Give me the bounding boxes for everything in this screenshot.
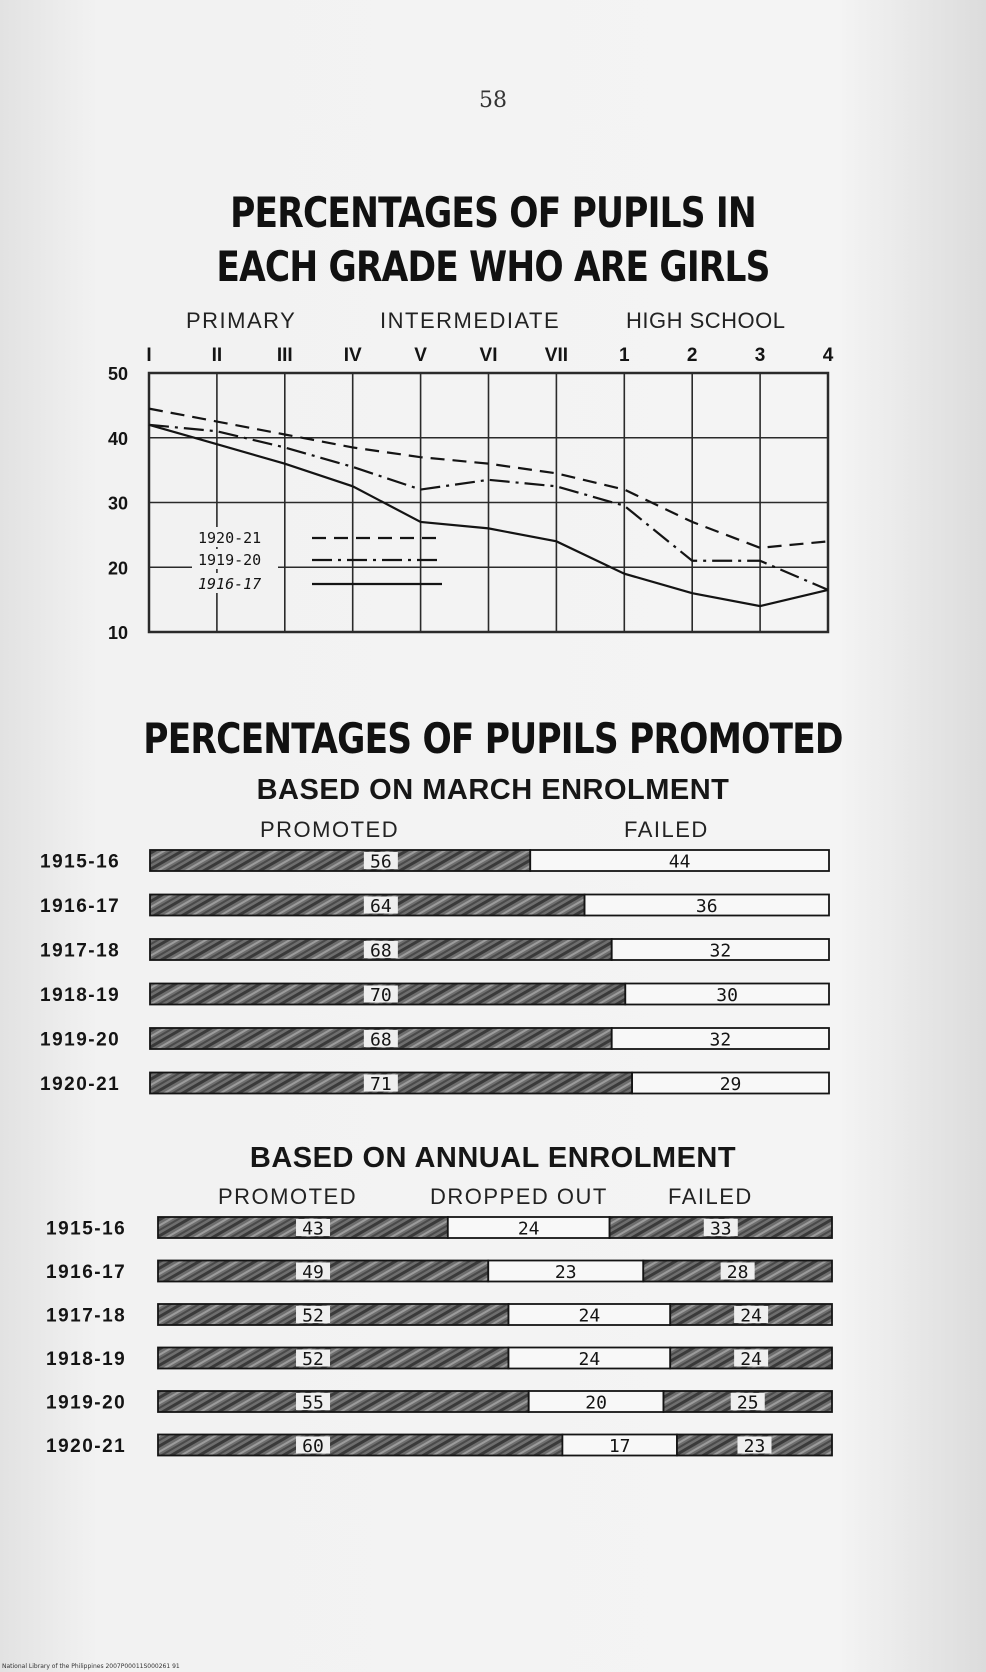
march-failed-header: FAILED xyxy=(624,817,709,842)
bar-value-label: 32 xyxy=(709,940,732,962)
row-label: 1918-19 xyxy=(40,985,121,1006)
chart2-title: PERCENTAGES OF PUPILS PROMOTED xyxy=(143,714,843,763)
bar-value-label: 56 xyxy=(370,851,392,873)
row-label: 1915-16 xyxy=(40,851,121,873)
row-label: 1916-17 xyxy=(46,1262,127,1283)
bar-value-label: 49 xyxy=(302,1262,324,1283)
chart1-title-text: PERCENTAGES OF PUPILS IN EACH GRADE WHO ARE GIRLS xyxy=(216,188,770,291)
bar-value-label: 64 xyxy=(370,896,392,917)
bar-value-label: 17 xyxy=(608,1436,631,1457)
legend-label: 1916-17 xyxy=(198,575,262,593)
bar-segment-promoted xyxy=(158,1348,508,1369)
y-tick-label: 10 xyxy=(107,623,128,643)
annual-dropped-header: DROPPED OUT xyxy=(430,1184,608,1209)
x-tick-label: II xyxy=(211,345,223,366)
bar-value-label: 43 xyxy=(302,1218,324,1240)
chart2-subtitle: BASED ON MARCH ENROLMENT xyxy=(256,774,730,806)
x-tick-label: I xyxy=(146,345,152,366)
bar-value-label: 24 xyxy=(740,1305,762,1327)
row-label: 1919-20 xyxy=(40,1029,121,1051)
bar-value-label: 29 xyxy=(719,1074,742,1095)
page-number: 58 xyxy=(479,88,507,113)
bar-value-label: 20 xyxy=(585,1392,607,1414)
bar-value-label: 23 xyxy=(554,1262,577,1283)
bar-value-label: 24 xyxy=(740,1349,762,1370)
x-tick-label: 3 xyxy=(754,345,766,366)
bar-segment-promoted xyxy=(158,1391,529,1412)
row-label: 1920-21 xyxy=(40,1074,121,1095)
row-label: 1917-18 xyxy=(40,940,121,962)
footer-credit: National Library of the Philippines 2007P00011S000261 91 xyxy=(2,1663,180,1670)
march-promoted-header: PROMOTED xyxy=(260,817,400,842)
line-chart xyxy=(108,345,834,643)
bar-value-label: 71 xyxy=(370,1074,392,1095)
x-tick-label: VII xyxy=(544,345,569,366)
x-tick-label: 2 xyxy=(686,345,698,366)
bar-value-label: 23 xyxy=(743,1436,766,1457)
bar-value-label: 33 xyxy=(709,1218,732,1240)
bar-value-label: 36 xyxy=(695,896,718,917)
bar-value-label: 52 xyxy=(302,1349,324,1370)
bar-value-label: 30 xyxy=(716,985,738,1006)
x-tick-label: VI xyxy=(479,345,498,366)
bar-value-label: 24 xyxy=(517,1218,540,1240)
bar-value-label: 60 xyxy=(302,1436,324,1457)
row-label: 1918-19 xyxy=(46,1349,127,1370)
group-label-primary: PRIMARY xyxy=(186,308,297,333)
row-label: 1920-21 xyxy=(46,1436,127,1457)
y-tick-label: 30 xyxy=(107,493,128,514)
x-tick-label: 1 xyxy=(619,345,630,366)
y-tick-label: 40 xyxy=(107,428,128,449)
group-label-high-school: HIGH SCHOOL xyxy=(626,308,786,333)
bar-value-label: 25 xyxy=(736,1392,759,1414)
bar-value-label: 24 xyxy=(578,1349,601,1370)
x-tick-label: 4 xyxy=(822,345,834,366)
bar-value-label: 44 xyxy=(668,851,691,873)
bar-value-label: 52 xyxy=(302,1305,324,1327)
bar-value-label: 32 xyxy=(709,1029,732,1051)
bar-value-label: 68 xyxy=(370,1029,392,1051)
annual-bar-chart xyxy=(46,1217,832,1457)
chart3-subtitle: BASED ON ANNUAL ENROLMENT xyxy=(249,1142,737,1174)
bar-value-label: 28 xyxy=(726,1262,749,1283)
group-label-intermediate: INTERMEDIATE xyxy=(380,308,561,333)
bar-value-label: 55 xyxy=(302,1392,324,1414)
annual-failed-header: FAILED xyxy=(668,1184,753,1209)
row-label: 1917-18 xyxy=(46,1305,127,1327)
x-tick-label: V xyxy=(414,345,427,366)
bar-value-label: 70 xyxy=(370,985,392,1006)
bar-value-label: 68 xyxy=(370,940,392,962)
legend-label: 1919-20 xyxy=(198,551,262,569)
legend-label: 1920-21 xyxy=(198,529,262,547)
x-tick-label: III xyxy=(276,345,293,366)
bar-segment-promoted xyxy=(150,850,530,871)
bar-segment-promoted xyxy=(158,1435,562,1456)
x-tick-label: IV xyxy=(343,345,362,366)
y-tick-label: 50 xyxy=(107,364,128,384)
row-label: 1916-17 xyxy=(40,896,121,917)
march-bar-chart xyxy=(40,850,829,1095)
bar-segment-promoted xyxy=(158,1304,508,1325)
row-label: 1919-20 xyxy=(46,1392,127,1414)
y-tick-label: 20 xyxy=(107,558,128,579)
row-label: 1915-16 xyxy=(46,1218,127,1240)
bar-value-label: 24 xyxy=(578,1305,601,1327)
annual-promoted-header: PROMOTED xyxy=(218,1184,358,1209)
